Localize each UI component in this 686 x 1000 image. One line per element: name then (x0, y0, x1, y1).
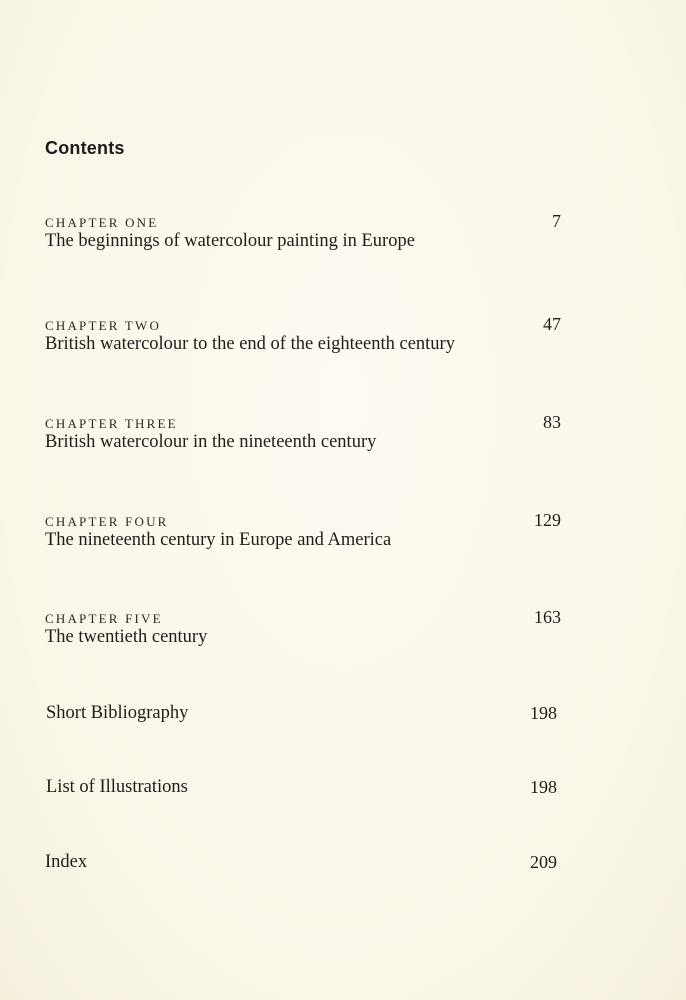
back-matter-page-number: 198 (530, 777, 557, 797)
chapter-page-number: 83 (543, 412, 561, 432)
back-matter-label: Index (45, 852, 88, 872)
chapter-title: British watercolour to the end of the eighteenth century (45, 334, 455, 354)
chapter-title: British watercolour in the nineteenth century (45, 432, 377, 452)
toc-entry-chapter-two (45, 314, 561, 366)
chapter-page-number: 129 (534, 510, 561, 530)
back-matter-label: List of Illustrations (46, 777, 188, 797)
chapter-label: CHAPTER FIVE (45, 611, 163, 626)
contents-heading: Contents (45, 138, 125, 158)
toc-entry-chapter-four (45, 510, 561, 562)
chapter-title: The beginnings of watercolour painting in Europe (45, 231, 415, 251)
chapter-title: The twentieth century (45, 627, 208, 647)
toc-entry-index (45, 852, 557, 878)
chapter-title: The nineteenth century in Europe and America (45, 530, 392, 550)
toc-entry-chapter-one (45, 211, 561, 263)
back-matter-label: Short Bibliography (46, 703, 189, 723)
chapter-page-number: 47 (543, 314, 561, 334)
chapter-page-number: 7 (552, 211, 561, 231)
chapter-label: CHAPTER FOUR (45, 514, 169, 529)
chapter-label: CHAPTER ONE (45, 215, 159, 230)
back-matter-page-number: 209 (530, 852, 557, 872)
toc-entry-short-bibliography (46, 703, 557, 729)
chapter-label: CHAPTER TWO (45, 318, 162, 333)
toc-entry-chapter-five (45, 607, 561, 659)
chapter-label: CHAPTER THREE (45, 416, 178, 431)
toc-entry-list-of-illustrations (46, 777, 557, 803)
back-matter-page-number: 198 (530, 703, 557, 723)
chapter-page-number: 163 (534, 607, 561, 627)
toc-entry-chapter-three (45, 412, 561, 464)
